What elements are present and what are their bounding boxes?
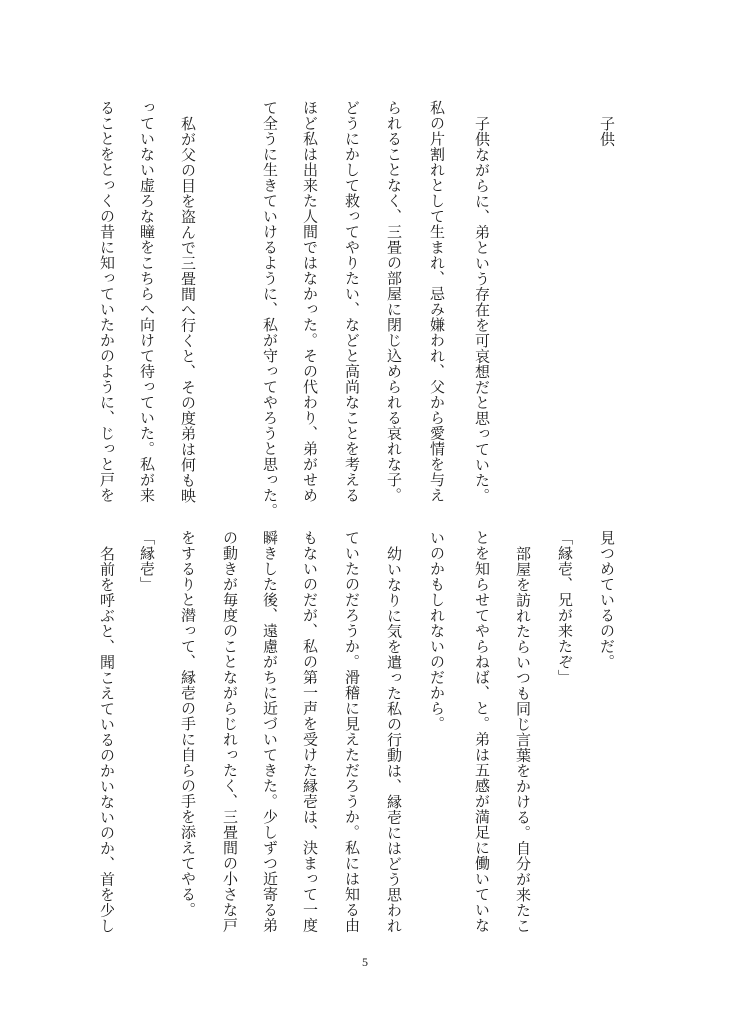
text-line: の動きが毎度のことながらじれったく、三畳間の小さな戸 bbox=[221, 530, 239, 933]
text-line: 私が父の目を盗んで三畳間へ行くと、その度弟は何も映 bbox=[179, 115, 197, 503]
text-line: 幼いなりに気を遣った私の行動は、縁壱にはどう思われ bbox=[385, 545, 403, 933]
text-line: っていない虚ろな瞳をこちらへ向けて待っていた。私が来 bbox=[138, 100, 156, 503]
text-line: いのかもしれないのだから。 bbox=[428, 530, 446, 732]
text-line: もないのだが、私の第一声を受けた縁壱は、決まって一度 bbox=[301, 530, 319, 933]
page-number: 5 bbox=[362, 955, 368, 969]
dialogue-line: 「縁壱」 bbox=[138, 530, 156, 592]
text-line: られることなく、三畳の部屋に閉じ込められる哀れな子。 bbox=[385, 100, 403, 503]
text-line: をするりと潜って、縁壱の手に自らの手を添えてやる。 bbox=[179, 530, 197, 918]
text-line: 見つめているのだ。 bbox=[598, 530, 616, 670]
text-line: 名前を呼ぶと、聞こえているのかいないのか、首を少し bbox=[98, 545, 116, 933]
text-line: 部屋を訪れたらいつも同じ言葉をかける。自分が来たこ bbox=[514, 545, 532, 933]
dialogue-line: 「縁壱、兄が来たぞ」 bbox=[556, 530, 574, 685]
text-line: 私の片割れとして生まれ、忌み嫌われ、父から愛情を与え bbox=[428, 100, 446, 503]
text-line: ることをとっくの昔に知っていたかのように、じっと戸を bbox=[98, 100, 116, 503]
text-line: どうにかして救ってやりたい、などと高尚なことを考える bbox=[343, 100, 361, 503]
section-heading: 子供 bbox=[598, 115, 616, 147]
text-line: ほど私は出来た人間ではなかった。その代わり、弟がせめ bbox=[301, 100, 319, 503]
text-line: 子供ながらに、弟という存在を可哀想だと思っていた。 bbox=[473, 115, 491, 503]
text-line: ていたのだろうか。滑稽に見えただろうか。私には知る由 bbox=[343, 530, 361, 933]
text-line: て全うに生きていけるように、私が守ってやろうと思った。 bbox=[261, 100, 279, 519]
text-line: とを知らせてやらねば、と。弟は五感が満足に働いていな bbox=[473, 530, 491, 933]
text-line: 瞬きした後、遠慮がちに近づいてきた。少しずつ近寄る弟 bbox=[261, 530, 279, 933]
